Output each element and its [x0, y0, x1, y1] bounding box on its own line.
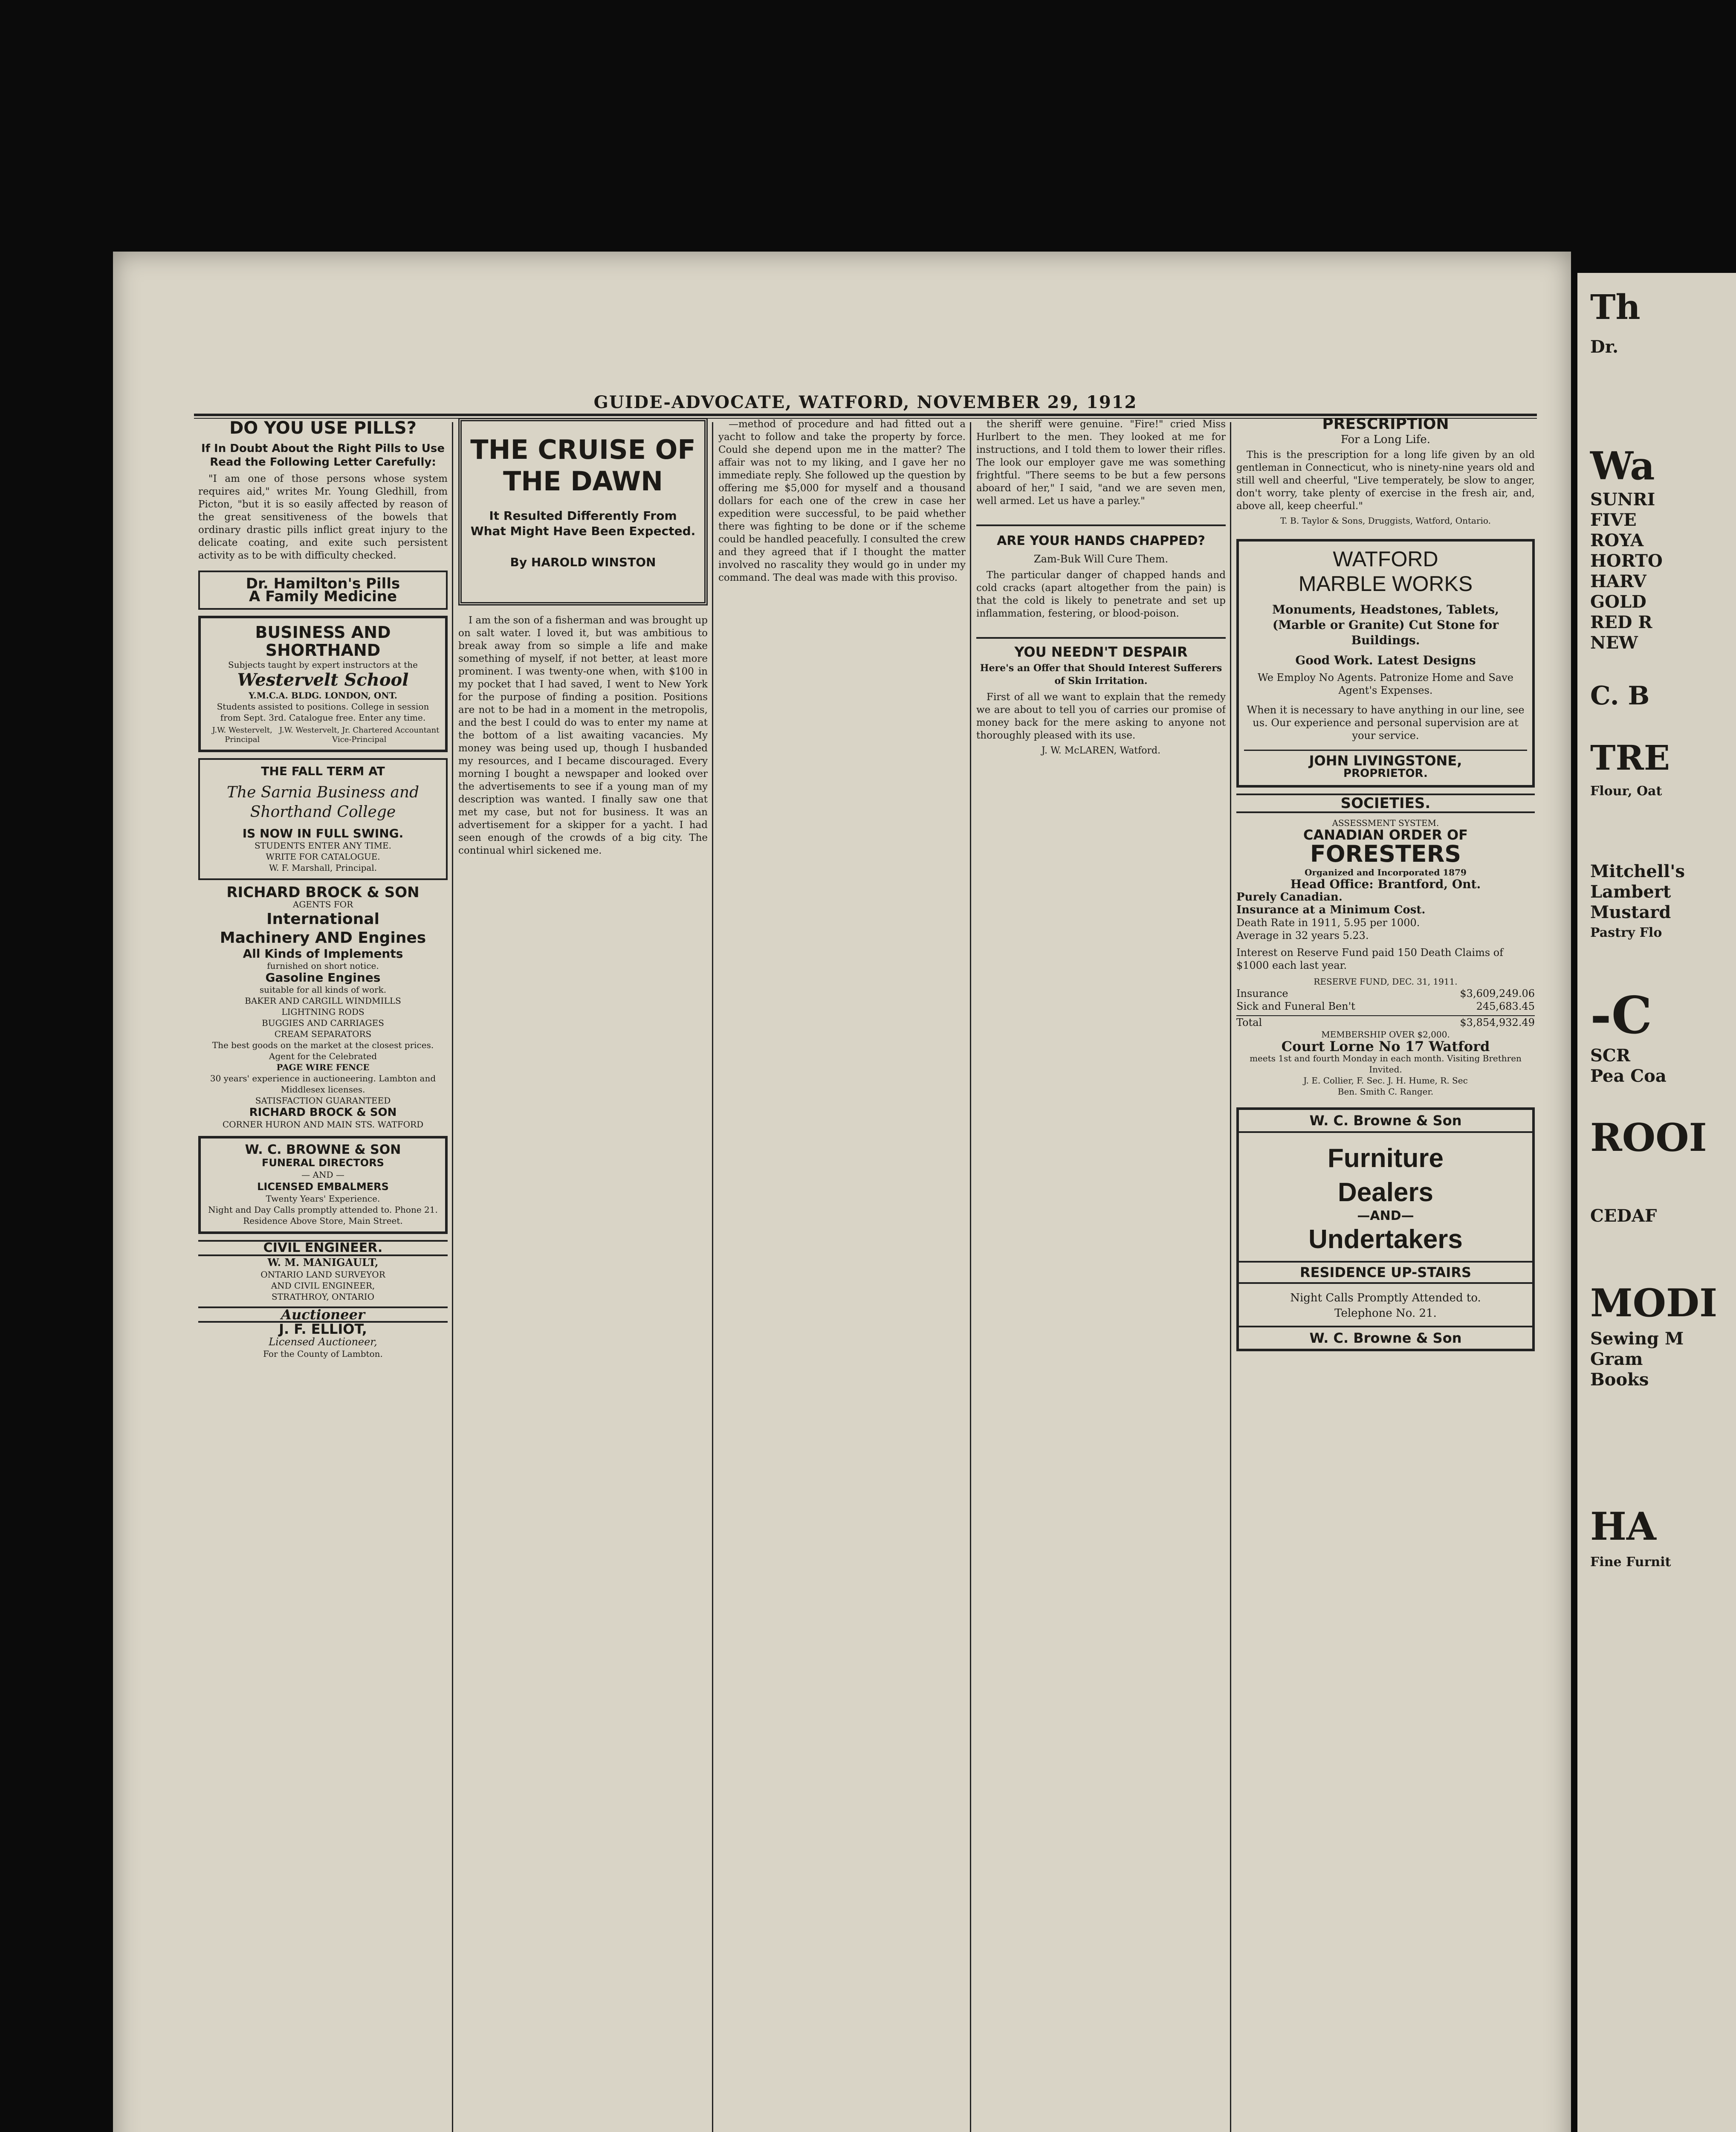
newspaper-page	[113, 252, 1571, 2132]
brock-line: PAGE WIRE FENCE	[276, 1062, 370, 1072]
brock-line: International	[266, 910, 379, 928]
brock-title: RICHARD BROCK & SON	[226, 884, 420, 901]
prescription-title: PRESCRIPTION	[1322, 418, 1449, 433]
adjacent-line: RED R	[1590, 612, 1652, 632]
brock-line: Gasoline Engines	[265, 970, 381, 985]
despair-body: First of all we want to explain that the remedy we are about to tell you of carries our promise of money back for the mere asking to anyone not thoroughly pleased with its use.	[976, 692, 1226, 741]
adjacent-line: NEW	[1590, 633, 1638, 653]
brock-line: Machinery AND Engines	[220, 929, 426, 947]
browne-furniture-ad	[1236, 1107, 1535, 1351]
adjacent-line: HA	[1590, 1504, 1656, 1549]
foresters-ad	[1236, 817, 1535, 1097]
column-divider	[970, 422, 971, 2132]
pills-body: "I am one of those persons whose system requires aid," writes Mr. Young Gledhill, from Picton, "but it is so easily affected by reason of the great sensitiveness of the bowels that ordinary drastic pills inflict great injury to the delicate coating, and exite such persistent activity as to be with difficulty checked.	[198, 473, 448, 561]
marble-line: We Employ No Agents. Patronize Home and Save Agent's Expenses.	[1258, 672, 1513, 696]
zambuk-subtitle: Zam-Buk Will Cure Them.	[1033, 553, 1169, 565]
column-5	[1236, 418, 1535, 2132]
brock-line: BAKER AND CARGILL WINDMILLS	[245, 996, 401, 1006]
adjacent-line: ROYA	[1590, 530, 1644, 550]
prescription-body: This is the prescription for a long life given by an old gentleman in Connecticut, who is ninety-nine years old and still well and cheerful, "Live temperately, be slow to anger, don't worry, take plenty of exercise in the fresh air, and, above all, keep cheerful."	[1236, 449, 1535, 512]
page-header: GUIDE-ADVOCATE, WATFORD, NOVEMBER 29, 1912	[593, 392, 1137, 412]
marble-line: Monuments, Headstones, Tablets, (Marble or Granite) Cut Stone for Buildings.	[1272, 603, 1499, 647]
in-swing: IS NOW IN FULL SWING.	[242, 826, 404, 840]
funeral-line: Residence Above Store, Main Street.	[243, 1216, 403, 1226]
adjacent-line: Gram	[1590, 1349, 1643, 1369]
zambuk-body: The particular danger of chapped hands and cold cracks (apart altogether from the pain) is that the cold is likely to penetrate and set up inflammation, festering, or blood-poison.	[976, 570, 1226, 619]
reserve-label: Insurance	[1236, 988, 1288, 999]
adjacent-line: MODI	[1590, 1280, 1718, 1326]
school-principal: J.W. Westervelt, Principal	[212, 726, 272, 744]
funeral-line: LICENSED EMBALMERS	[257, 1181, 389, 1193]
auctioneer-line: For the County of Lambton.	[263, 1349, 383, 1359]
prescription-signature: T. B. Taylor & Sons, Druggists, Watford, Ontario.	[1280, 516, 1491, 526]
reserve-row	[1236, 1000, 1535, 1013]
browne-title: W. C. Browne & Son	[1239, 1110, 1532, 1133]
court-line: J. E. Collier, F. Sec. J. H. Hume, R. Sec	[1303, 1075, 1468, 1086]
reserve-row	[1236, 1015, 1535, 1029]
school-subtitle: Subjects taught by expert instructors at the	[228, 660, 418, 670]
brock-line: suitable for all kinds of work.	[259, 985, 387, 995]
story-subtitle: It Resulted Differently From What Might Have Been Expected.	[470, 509, 696, 538]
adjacent-line: Lambert	[1590, 882, 1671, 902]
foresters-line: Purely Canadian.	[1236, 891, 1343, 904]
adjacent-line: TRE	[1590, 738, 1670, 778]
adjacent-line: GOLD	[1590, 592, 1646, 612]
enter-any-time: STUDENTS ENTER ANY TIME.	[254, 840, 392, 851]
browne-residence: RESIDENCE UP-STAIRS	[1239, 1261, 1532, 1284]
foresters-line: Organized and Incorporated 1879	[1305, 867, 1467, 878]
story-ending: the sheriff were genuine. "Fire!" cried Miss Hurlbert to the men. They looked at me for instructions, and I told them to lower their rifles. The look our employer gave me was something frightful. "There seems to be but a few persons aboard of her," I said, "and we are seven men, well armed. Let us have a parley."	[976, 419, 1226, 507]
story-continued: —method of procedure and had fitted out a yacht to follow and take the property by force. Could she depend upon me in the matter? The affair was not to my liking, and I gave her no immediate reply. She followed up the question by offering me $5,000 for myself and a thousand dollars for each one of the crew in case her expedition were successful, to be paid whether there was fighting to be done or if the scheme could be handled peacefully. I consulted the crew and they agreed that if I thought the matter involved no rascality they would go in under my command. The deal was made with this proviso.	[718, 419, 966, 583]
brock-agents: AGENTS FOR	[292, 899, 353, 910]
funeral-line: Night and Day Calls promptly attended to. Phone 21.	[208, 1205, 438, 1215]
pills-subheadline: If In Doubt About the Right Pills to Use Read the Following Letter Carefully:	[201, 442, 445, 469]
funeral-title: W. C. BROWNE & SON	[245, 1142, 401, 1157]
foresters-title: FORESTERS	[1310, 840, 1461, 867]
civil-line: AND CIVIL ENGINEER,	[271, 1280, 375, 1291]
auctioneer-line: Licensed Auctioneer,	[269, 1336, 377, 1348]
story-author: By HAROLD WINSTON	[510, 555, 656, 569]
marble-title: WATFORD	[1333, 547, 1438, 571]
funeral-line: — AND —	[301, 1170, 344, 1180]
membership: MEMBERSHIP OVER $2,000.	[1321, 1029, 1450, 1040]
court-line: meets 1st and fourth Monday in each month. Visiting Brethren Invited.	[1250, 1053, 1522, 1075]
browne-funeral-ad	[198, 1136, 448, 1234]
adjacent-page-text	[1590, 286, 1735, 1573]
adjacent-line: C. B	[1590, 681, 1650, 711]
adjacent-line: Flour, Oat	[1590, 784, 1662, 799]
foresters-line: Death Rate in 1911, 5.95 per 1000.	[1236, 917, 1420, 929]
story-title-box	[458, 418, 708, 605]
foresters-line: Insurance at a Minimum Cost.	[1236, 904, 1426, 916]
brock-line: BUGGIES AND CARRIAGES	[262, 1018, 384, 1028]
brock-ad	[198, 886, 448, 1130]
story-body: I am the son of a fisherman and was brought up on salt water. I loved it, but was ambitious to break away from so simple a life and make something of myself, if not better, at least more prominent. I was twenty-one when, with $100 in my pocket that I had saved, I went to New York for the purpose of finding a position. Positions are not to be had in a moment in the metropolis, and the best I could do was to enter my name at the bottom of a list awaiting vacancies. My money was being used up, though I husbanded my resources, and I became discouraged. Every morning I bought a newspaper and looked over the advertisements to see if a young man of my description was wanted. I finally saw one that met my case, but not for business. It was an advertisement for a skipper for a yacht. I had seen enough of the crowds of a big city. The continual whirl sickened me.	[458, 615, 708, 856]
westervelt-ad	[198, 616, 448, 752]
marble-title: MARBLE WORKS	[1298, 572, 1473, 596]
prescription-subtitle: For a Long Life.	[1340, 433, 1431, 446]
civil-title: CIVIL ENGINEER.	[198, 1240, 448, 1256]
hamilton-ad	[198, 571, 448, 610]
marble-owner: JOHN LIVINGSTONE,	[1244, 750, 1527, 767]
adjacent-line: Pastry Flo	[1590, 925, 1662, 940]
marble-line: Good Work. Latest Designs	[1295, 653, 1476, 667]
court-lorne: Court Lorne No 17 Watford	[1281, 1038, 1490, 1054]
auctioneer-name: J. F. ELLIOT,	[279, 1321, 367, 1337]
auctioneer-title: Auctioneer	[198, 1306, 448, 1323]
adjacent-line: Mitchell's	[1590, 861, 1685, 881]
header-rule	[194, 414, 1537, 416]
civil-line: ONTARIO LAND SURVEYOR	[260, 1269, 385, 1280]
brock-line: CORNER HURON AND MAIN STS. WATFORD	[222, 1119, 424, 1130]
browne-footer: W. C. Browne & Son	[1239, 1326, 1532, 1349]
despair-title: YOU NEEDN'T DESPAIR	[1014, 644, 1188, 660]
column-1	[198, 418, 448, 2132]
brock-line: RICHARD BROCK & SON	[249, 1106, 397, 1119]
court-line: Ben. Smith C. Ranger.	[1337, 1086, 1434, 1097]
browne-line: —AND—	[1357, 1208, 1414, 1223]
foresters-title: CANADIAN ORDER OF	[1303, 827, 1468, 843]
adjacent-line: Pea Coa	[1590, 1066, 1667, 1086]
brock-line: All Kinds of Implements	[243, 947, 403, 961]
column-divider	[712, 422, 713, 2132]
adjacent-line: FIVE	[1590, 510, 1637, 530]
adjacent-line: SUNRI	[1590, 490, 1655, 510]
hamilton-ad-line: A Family Medicine	[249, 588, 397, 605]
marble-works-ad	[1236, 539, 1535, 788]
funeral-line: Twenty Years' Experience.	[266, 1193, 380, 1204]
browne-line: Undertakers	[1308, 1225, 1463, 1254]
zambuk-ad	[976, 524, 1226, 620]
adjacent-line: Books	[1590, 1370, 1649, 1390]
brock-line: SATISFACTION GUARANTEED	[255, 1095, 391, 1106]
browne-night: Night Calls Promptly Attended to.	[1290, 1292, 1481, 1304]
auctioneer-ad	[198, 1306, 448, 1359]
pills-headline: DO YOU USE PILLS?	[229, 418, 417, 438]
reserve-label: Total	[1236, 1017, 1262, 1028]
adjacent-line: -C	[1590, 985, 1652, 1046]
brock-line: Agent for the Celebrated	[269, 1051, 377, 1061]
reserve-title: RESERVE FUND, DEC. 31, 1911.	[1314, 976, 1458, 987]
adjacent-line: HORTO	[1590, 551, 1663, 571]
foresters-small: ASSESSMENT SYSTEM.	[1332, 818, 1439, 828]
browne-line: Dealers	[1337, 1178, 1434, 1207]
adjacent-line: Mustard	[1590, 902, 1671, 922]
adjacent-line: Sewing M	[1590, 1329, 1684, 1349]
browne-line: Furniture	[1327, 1144, 1444, 1173]
reserve-value: $3,609,249.06	[1460, 988, 1535, 999]
despair-signature: J. W. McLAREN, Watford.	[1041, 745, 1161, 756]
write-catalogue: WRITE FOR CATALOGUE.	[266, 852, 380, 862]
school-title: BUSINESS AND SHORTHAND	[255, 623, 391, 660]
adjacent-line: SCR	[1590, 1046, 1630, 1066]
column-4	[976, 418, 1226, 2132]
brock-line: 30 years' experience in auctioneering. Lambton and Middlesex licenses.	[210, 1073, 436, 1095]
zambuk-title: ARE YOUR HANDS CHAPPED?	[997, 533, 1205, 548]
adjacent-line: CEDAF	[1590, 1206, 1657, 1226]
school-note: Students assisted to positions. College in session from Sept. 3rd. Catalogue free. Enter any time.	[217, 701, 429, 723]
foresters-line: Average in 32 years 5.23.	[1236, 930, 1369, 941]
adjacent-line: HARV	[1590, 571, 1646, 591]
reserve-value: $3,854,932.49	[1460, 1017, 1535, 1028]
school-vice-principal: J.W. Westervelt, Jr. Chartered Accountant Vice-Principal	[279, 726, 440, 744]
hamilton-ad-line: Dr. Hamilton's Pills	[246, 575, 400, 592]
reserve-value: 245,683.45	[1476, 1000, 1535, 1012]
adjacent-line: ROOI	[1590, 1115, 1707, 1160]
marble-owner-title: PROPRIETOR.	[1343, 767, 1428, 780]
column-3	[718, 418, 966, 2132]
adjacent-line: Th	[1590, 287, 1641, 327]
column-2	[458, 418, 708, 2132]
marble-line: When it is necessary to have anything in our line, see us. Our experience and personal supervision are at your service.	[1247, 704, 1525, 742]
reserve-label: Sick and Funeral Ben't	[1236, 1000, 1355, 1012]
societies-heading: SOCIETIES.	[1236, 794, 1535, 813]
college-name: The Sarnia Business and Shorthand College	[226, 784, 420, 821]
despair-subtitle: Here's an Offer that Should Interest Sufferers of Skin Irritation.	[980, 663, 1222, 687]
foresters-line: Head Office: Brantford, Ont.	[1290, 877, 1481, 891]
school-address: Y.M.C.A. BLDG. LONDON, ONT.	[249, 690, 397, 701]
school-name: Westervelt School	[237, 670, 409, 690]
adjacent-line: Fine Furnit	[1590, 1555, 1671, 1570]
fall-term: THE FALL TERM AT	[261, 764, 385, 778]
brock-line: LIGHTNING RODS	[281, 1007, 365, 1017]
adjacent-page	[1577, 273, 1736, 2132]
brock-line: The best goods on the market at the closest prices.	[212, 1040, 434, 1050]
column-divider	[452, 422, 453, 2132]
sarnia-college-ad	[198, 758, 448, 880]
story-title: THE CRUISE OF THE DAWN	[470, 434, 696, 497]
civil-engineer-ad	[198, 1240, 448, 1302]
column-divider	[1230, 422, 1231, 2132]
foresters-line: Interest on Reserve Fund paid 150 Death Claims of $1000 each last year.	[1236, 947, 1504, 971]
brock-line: CREAM SEPARATORS	[274, 1029, 372, 1039]
civil-line: STRATHROY, ONTARIO	[272, 1292, 374, 1302]
college-principal: W. F. Marshall, Principal.	[269, 863, 377, 873]
brock-line: furnished on short notice.	[267, 961, 379, 971]
funeral-line: FUNERAL DIRECTORS	[262, 1157, 384, 1169]
reserve-row	[1236, 987, 1535, 1000]
civil-name: W. M. MANIGAULT,	[267, 1256, 379, 1269]
browne-phone: Telephone No. 21.	[1334, 1307, 1437, 1320]
adjacent-line: Wa	[1590, 443, 1655, 489]
adjacent-line: Dr.	[1590, 337, 1619, 357]
despair-ad	[976, 637, 1226, 757]
